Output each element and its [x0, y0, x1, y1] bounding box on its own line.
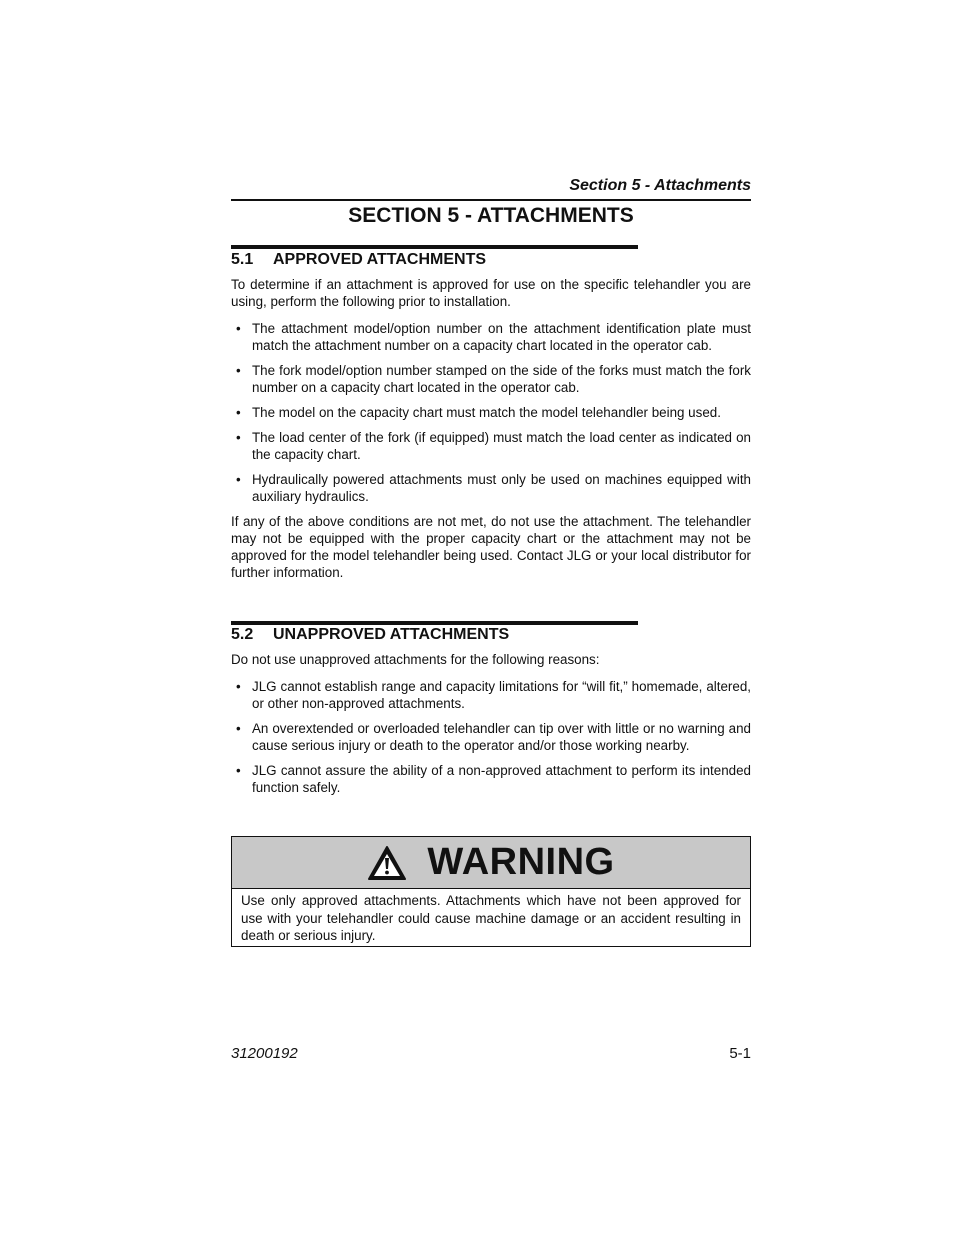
bullet-list-5-2 [231, 678, 751, 796]
running-header: Section 5 - Attachments [569, 177, 751, 194]
list-item: • The fork model/option number stamped on the side of the forks must match the fork number on a capacity chart located in the operator cab. [236, 363, 751, 395]
warning-header [232, 837, 750, 889]
document-number: 31200192 [231, 1045, 298, 1062]
bullet-icon: • [236, 321, 241, 336]
warning-text: Use only approved attachments. Attachments which have not been approved for use with your telehandler could cause machine damage or an accident resulting in death or serious injury. [241, 893, 741, 943]
paragraph-closing-5-1: If any of the above conditions are not met, do not use the attachment. The telehandler may not be equipped with the proper capacity chart or the attachment may not be approved for the model telehandler being used. Contact JLG or your local distributor for further information. [231, 514, 751, 580]
warning-box [231, 836, 751, 947]
list-item: • The model on the capacity chart must match the model telehandler being used. [236, 405, 721, 420]
page-number: 5-1 [729, 1045, 751, 1062]
bullet-icon: • [236, 679, 241, 694]
subsection-rule-5-2 [231, 621, 638, 625]
list-item: • The load center of the fork (if equipped) must match the load center as indicated on the capacity chart. [236, 430, 751, 462]
section-title: SECTION 5 - ATTACHMENTS [348, 204, 634, 227]
bullet-list-5-1 [231, 320, 751, 505]
warning-label: WARNING [427, 841, 615, 883]
subsection-heading-5-1 [231, 251, 486, 269]
paragraph-intro-5-2: Do not use unapproved attachments for the following reasons: [231, 652, 600, 667]
subsection-title: APPROVED ATTACHMENTS [273, 251, 487, 268]
subsection-number: 5.1 [231, 251, 254, 268]
bullet-icon: • [236, 472, 241, 487]
list-item: • An overextended or overloaded telehandler can tip over with little or no warning and cause serious injury or death to the operator and/or those working nearby. [236, 721, 751, 753]
bullet-icon: • [236, 763, 241, 778]
paragraph-intro-5-1: To determine if an attachment is approved for use on the specific telehandler you are using, perform the following prior to installation. [231, 277, 751, 309]
subsection-rule-5-1 [231, 245, 638, 249]
bullet-icon: • [236, 363, 241, 378]
subsection-heading-5-2 [231, 626, 509, 644]
bullet-icon: • [236, 721, 241, 736]
subsection-number: 5.2 [231, 626, 254, 643]
warning-triangle-icon [367, 845, 407, 881]
list-item: • The attachment model/option number on the attachment identification plate must match the attachment number on a capacity chart located in the operator cab. [236, 321, 751, 353]
subsection-title: UNAPPROVED ATTACHMENTS [273, 626, 510, 643]
list-item: • JLG cannot assure the ability of a non-approved attachment to perform its intended function safely. [236, 763, 751, 795]
header-rule [231, 199, 751, 201]
bullet-icon: • [236, 405, 241, 420]
list-item: • Hydraulically powered attachments must only be used on machines equipped with auxiliary hydraulics. [236, 472, 751, 504]
bullet-icon: • [236, 430, 241, 445]
list-item: • JLG cannot establish range and capacity limitations for “will fit,” homemade, altered, or other non-approved attachments. [236, 679, 751, 711]
